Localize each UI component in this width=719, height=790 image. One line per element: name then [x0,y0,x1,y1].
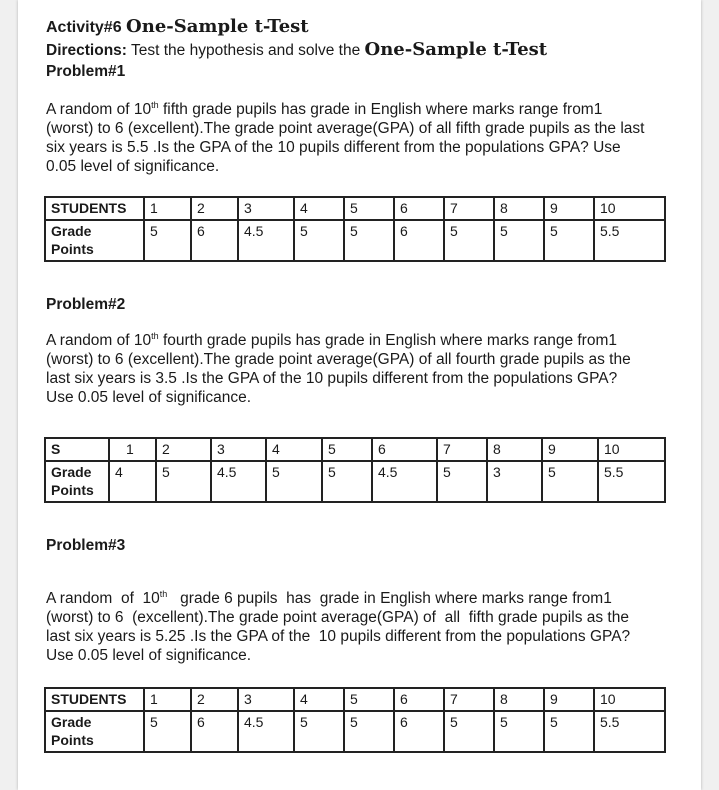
directions-line [46,39,686,61]
activity-title-text: One-Sample t-Test [126,16,309,37]
grade-label: Grade [51,464,92,480]
grade-cell: 5 [294,220,344,261]
student-cell: 3 [238,197,294,220]
problem-2-line-2: (worst) to 6 (excellent).The grade point average(GPA) of all fourth grade pupils as the [46,351,631,368]
student-cell: 1 [144,688,191,711]
document-content [46,16,686,753]
problem-2-text [46,331,686,407]
grade-cell: 6 [191,711,238,752]
points-label: Points [51,732,94,748]
student-cell: 9 [542,438,598,461]
problem-1-sup: th [151,99,159,110]
problem-3-line-4: Use 0.05 level of significance. [46,647,252,664]
directions-label: Directions: [46,42,127,59]
student-cell: 6 [394,688,444,711]
grade-label: Grade [51,223,92,239]
student-cell: 7 [444,688,494,711]
student-cell: 5 [322,438,372,461]
problem-3-line-3: last six years is 5.25 .Is the GPA of the 10 pupils different from the populations GPA? [46,628,631,645]
grade-cell: 5 [344,711,394,752]
problem-1-line-3: six years is 5.5 .Is the GPA of the 10 pupils different from the populations GPA? Use [46,139,621,156]
student-cell: 2 [156,438,211,461]
grade-cell: 4 [109,461,156,502]
grade-cell: 4.5 [238,220,294,261]
grade-cell: 6 [191,220,238,261]
problem-2-heading: Problem#2 [46,296,126,313]
problem-2-line-4: Use 0.05 level of significance. [46,389,252,406]
student-cell: 8 [494,197,544,220]
table-row [45,438,665,461]
grade-cell: 5 [156,461,211,502]
grade-cell: 5 [542,461,598,502]
grade-cell: 5 [494,711,544,752]
grade-label: Grade [51,714,92,730]
student-cell: 2 [191,197,238,220]
student-cell: 4 [266,438,322,461]
table-row [45,220,665,261]
grade-cell: 5 [494,220,544,261]
grade-cell: 4.5 [238,711,294,752]
problem-3-line-1: A random of 10 [46,590,160,607]
student-cell: 2 [191,688,238,711]
problem-3-sup: th [159,588,168,599]
points-label: Points [51,482,94,498]
problem-1-heading: Problem#1 [46,63,126,80]
activity-prefix: Activity#6 [46,19,122,36]
student-cell: 5 [344,197,394,220]
problem-1-line-4: 0.05 level of significance. [46,158,220,175]
grade-cell: 5.5 [598,461,665,502]
grade-cell: 5 [144,220,191,261]
table-row [45,711,665,752]
grade-cell: 5 [294,711,344,752]
students-header-cell: STUDENTS [45,688,144,711]
student-cell: 10 [598,438,665,461]
student-cell: 9 [544,197,594,220]
grade-cell: 5.5 [594,711,665,752]
student-cell: 7 [437,438,487,461]
grade-cell: 5 [144,711,191,752]
student-cell: 3 [211,438,266,461]
problem-1-line-2: (worst) to 6 (excellent).The grade point average(GPA) of all fifth grade pupils as the last [46,120,645,137]
grade-cell: 5 [344,220,394,261]
grade-points-label-cell [45,220,144,261]
problem-1-line-1-rest: fifth grade pupils has grade in English where marks range from1 [158,101,603,118]
grade-cell: 5 [544,711,594,752]
student-cell: 10 [594,688,665,711]
grade-cell: 5 [437,461,487,502]
grade-cell: 5 [322,461,372,502]
problem-3-line-1-rest: grade 6 pupils has grade in English where marks range from1 [167,590,612,607]
problem-2-sup: th [151,330,159,341]
problem-2-line-3: last six years is 3.5 .Is the GPA of the 10 pupils different from the populations GPA? [46,370,618,387]
student-cell: 9 [544,688,594,711]
problem-1-text [46,100,686,176]
students-header-cell: STUDENTS [45,197,144,220]
problem-1-table [44,196,666,262]
directions-title: One-Sample t-Test [364,39,548,60]
problem-2-table [44,437,666,503]
grade-cell: 6 [394,711,444,752]
activity-title [46,16,686,39]
grade-cell: 5 [444,220,494,261]
grade-cell: 5 [266,461,322,502]
grade-cell: 4.5 [372,461,437,502]
student-cell: 1 [109,438,156,461]
grade-points-label-cell [45,461,109,502]
student-cell: 8 [487,438,542,461]
grade-cell: 5 [444,711,494,752]
grade-cell: 6 [394,220,444,261]
problem-2-line-1-rest: fourth grade pupils has grade in English where marks range from1 [158,332,617,349]
problem-3-line-2: (worst) to 6 (excellent).The grade point average(GPA) of all fifth grade pupils as the [46,609,629,626]
problem-3-table [44,687,666,753]
grade-cell: 5.5 [594,220,665,261]
student-cell: 1 [144,197,191,220]
student-cell: 4 [294,688,344,711]
table-row [45,688,665,711]
problem-1-line-1: A random of 10 [46,101,152,118]
student-cell: 5 [344,688,394,711]
problem-2-line-1: A random of 10 [46,332,152,349]
document-page [18,0,701,790]
student-cell: 8 [494,688,544,711]
students-header-cell: S [45,438,109,461]
student-cell: 4 [294,197,344,220]
student-cell: 7 [444,197,494,220]
grade-cell: 5 [544,220,594,261]
grade-cell: 3 [487,461,542,502]
student-cell: 3 [238,688,294,711]
student-cell: 10 [594,197,665,220]
student-cell: 6 [372,438,437,461]
table-row [45,197,665,220]
problem-3-heading: Problem#3 [46,537,126,554]
points-label: Points [51,241,94,257]
student-cell: 6 [394,197,444,220]
problem-3-text [46,570,686,665]
grade-points-label-cell [45,711,144,752]
directions-text: Test the hypothesis and solve the [131,42,361,59]
grade-cell: 4.5 [211,461,266,502]
table-row [45,461,665,502]
